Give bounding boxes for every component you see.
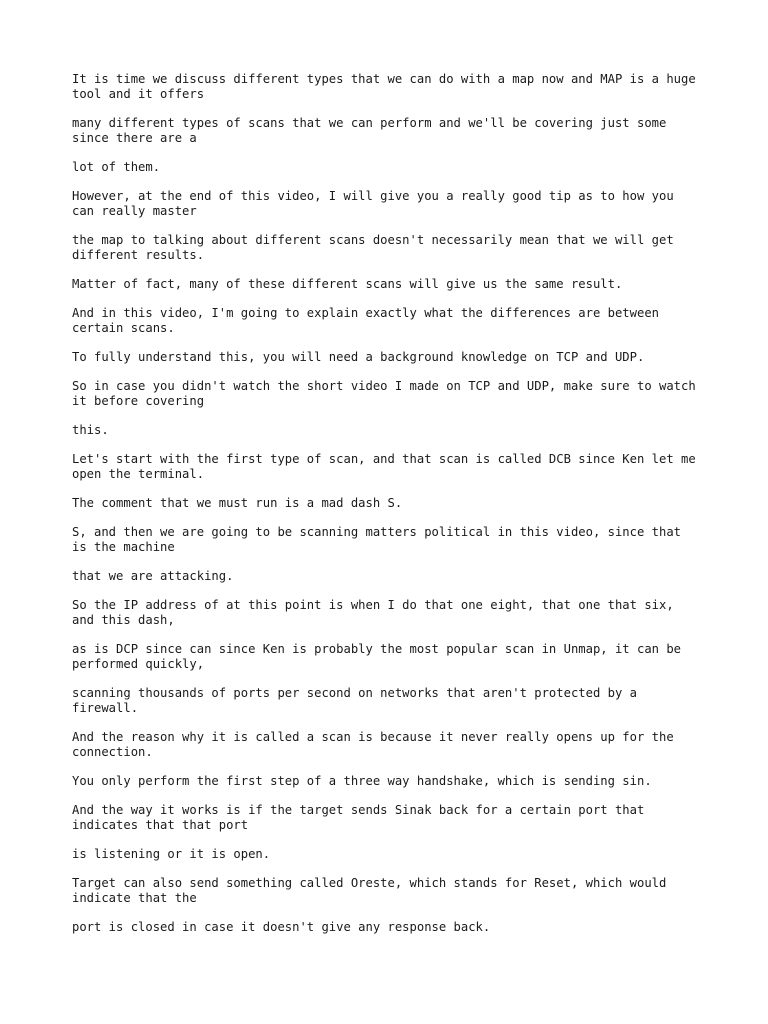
document-page	[72, 72, 702, 949]
paragraph: However, at the end of this video, I will give you a really good tip as to how you can really master	[72, 189, 674, 218]
paragraph: port is closed in case it doesn't give any response back.	[72, 920, 491, 934]
paragraph: You only perform the first step of a three way handshake, which is sending sin.	[72, 774, 652, 788]
paragraph: So in case you didn't watch the short video I made on TCP and UDP, make sure to watch it before covering	[72, 379, 696, 408]
paragraph: To fully understand this, you will need a background knowledge on TCP and UDP.	[72, 350, 645, 364]
paragraph: is listening or it is open.	[72, 847, 271, 861]
paragraph: And the reason why it is called a scan is because it never really opens up for the connection.	[72, 730, 674, 759]
paragraph: It is time we discuss different types that we can do with a map now and MAP is a huge tool and it offers	[72, 72, 696, 101]
paragraph: the map to talking about different scans doesn't necessarily mean that we will get different results.	[72, 233, 674, 262]
paragraph: S, and then we are going to be scanning matters political in this video, since that is the machine	[72, 525, 682, 554]
paragraph: Target can also send something called Oreste, which stands for Reset, which would indicate that the	[72, 876, 667, 905]
paragraph: Matter of fact, many of these different scans will give us the same result.	[72, 277, 623, 291]
paragraph: The comment that we must run is a mad dash S.	[72, 496, 403, 510]
paragraph: scanning thousands of ports per second on networks that aren't protected by a firewall.	[72, 686, 637, 715]
paragraph: many different types of scans that we can perform and we'll be covering just some since there are a	[72, 116, 667, 145]
paragraph: And the way it works is if the target sends Sinak back for a certain port that indicates that that port	[72, 803, 645, 832]
paragraph: that we are attacking.	[72, 569, 234, 583]
paragraph: Let's start with the first type of scan, and that scan is called DCB since Ken let me open the terminal.	[72, 452, 696, 481]
paragraph: And in this video, I'm going to explain exactly what the differences are between certain scans.	[72, 306, 659, 335]
paragraph: So the IP address of at this point is when I do that one eight, that one that six, and this dash,	[72, 598, 674, 627]
paragraph: as is DCP since can since Ken is probably the most popular scan in Unmap, it can be performed quickly,	[72, 642, 682, 671]
paragraph: lot of them.	[72, 160, 161, 174]
paragraph: this.	[72, 423, 109, 437]
